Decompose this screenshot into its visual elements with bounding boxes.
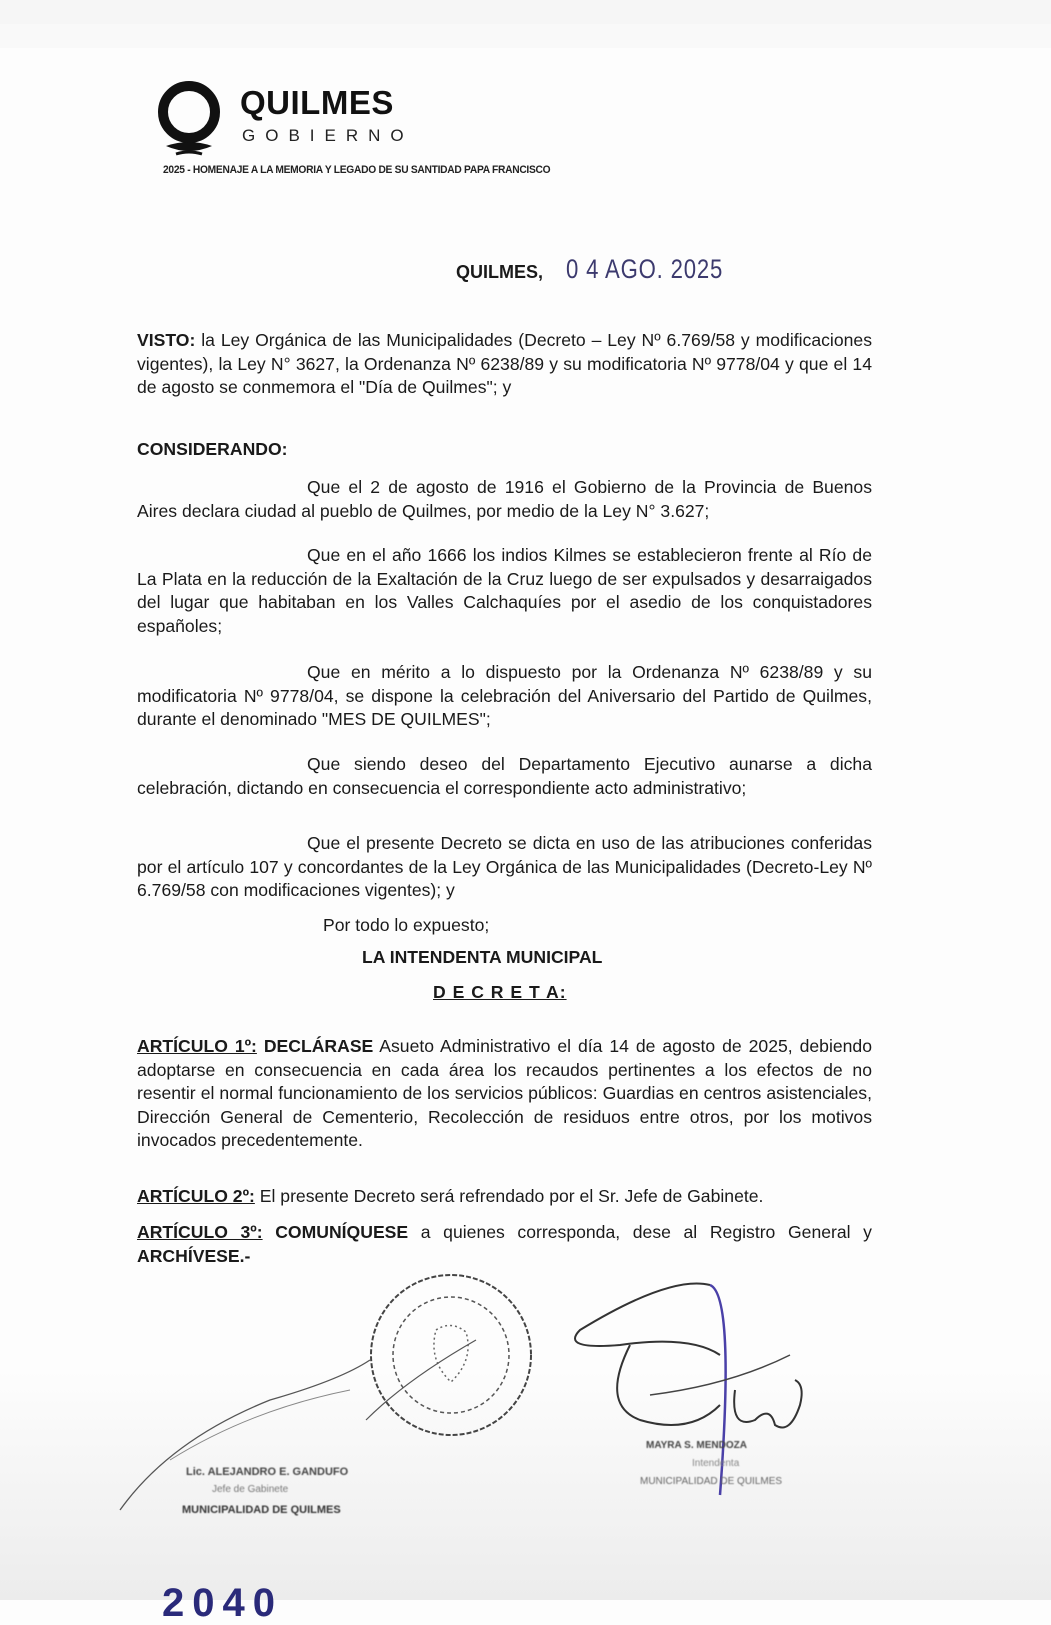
- article-label: ARTÍCULO 3º:: [137, 1222, 263, 1242]
- decreta-heading: D E C R E T A:: [433, 982, 567, 1002]
- visto-label: VISTO:: [137, 330, 196, 350]
- date-stamp: 0 4 AGO. 2025: [566, 254, 724, 284]
- considerando-text: Que en el año 1666 los indios Kilmes se establecieron frente al Río de La Plata en la reducción de la Exaltación de la Cruz luego de ser expulsados y desarraigados del lugar que habitaban en los Valles Calchaquíes por el asedio de los conquistadores españoles;: [137, 545, 872, 636]
- considerando-item: [137, 661, 872, 732]
- visto-paragraph: [137, 329, 872, 400]
- considerando-text: Que en mérito a lo dispuesto por la Ordenanza Nº 6238/89 y su modificatoria Nº 9778/04, se dispone la celebración del Aniversario del Partido de Quilmes, durante el denominado "MES DE QUILMES";: [137, 662, 872, 729]
- article-2: [137, 1185, 872, 1209]
- considerando-label: CONSIDERANDO:: [137, 439, 288, 459]
- closing-phrase: Por todo lo expuesto;: [323, 915, 490, 935]
- article-text: El presente Decreto será refrendado por el Sr. Jefe de Gabinete.: [254, 1186, 764, 1206]
- decree-number-stamp: 2040: [162, 1581, 283, 1625]
- left-signer-role: Jefe de Gabinete: [212, 1484, 289, 1495]
- considerando-text: Que el presente Decreto se dicta en uso de las atribuciones conferidas por el artículo 107 y concordantes de la Ley Orgánica de las Municipalidades (Decreto-Ley Nº 6.769/58 con modificaciones vigentes); y: [137, 833, 872, 900]
- considerando-item: [137, 544, 872, 638]
- considerando-item: [137, 476, 872, 523]
- considerando-text: Que siendo deseo del Departamento Ejecutivo aunarse a dicha celebración, dictando en consecuencia el correspondiente acto administrativo;: [137, 754, 872, 798]
- article-keyword: COMUNÍQUESE: [262, 1222, 409, 1242]
- article-keyword: ARCHÍVESE.-: [137, 1245, 251, 1266]
- right-signer-name: MAYRA S. MENDOZA: [646, 1440, 747, 1451]
- article-text: a quienes corresponda, dese al Registro General y: [408, 1222, 872, 1242]
- article-label: ARTÍCULO 2º:: [137, 1186, 255, 1206]
- date-city: QUILMES,: [456, 262, 544, 282]
- left-signer-entity: MUNICIPALIDAD DE QUILMES: [182, 1504, 341, 1516]
- right-signer-entity: MUNICIPALIDAD DE QUILMES: [640, 1476, 783, 1487]
- considerando-item: [137, 832, 872, 903]
- quilmes-q-logo-icon: [156, 80, 222, 160]
- article-keyword: DECLÁRASE: [256, 1036, 374, 1056]
- article-text: Asueto Administrativo el día 14 de agosto de 2025, debiendo adoptarse en consecuencia en cada área los recaudos pertinentes a los efectos de no resentir el normal funcionamiento de los servicios públicos: Guardias en centros asistenciales, Dirección General de Cementerio, Recolección de residuos entre otros, por los motivos invocados precedentemente.: [137, 1036, 872, 1150]
- letterhead-motto: 2025 - HOMENAJE A LA MEMORIA Y LEGADO DE SU SANTIDAD PAPA FRANCISCO: [163, 164, 551, 176]
- right-signer-role: Intendenta: [692, 1458, 740, 1469]
- left-signer-name: Lic. ALEJANDRO E. GANDUFO: [186, 1466, 349, 1478]
- letterhead-title: QUILMES: [240, 84, 394, 121]
- considerando-item: [137, 753, 872, 800]
- authority-heading: LA INTENDENTA MUNICIPAL: [362, 947, 603, 967]
- letterhead-subtitle: GOBIERNO: [242, 126, 414, 145]
- article-1: [137, 1035, 872, 1153]
- article-label: ARTÍCULO 1º:: [137, 1036, 257, 1056]
- considerando-text: Que el 2 de agosto de 1916 el Gobierno de la Provincia de Buenos Aires declara ciudad al pueblo de Quilmes, por medio de la Ley N° 3.627;: [137, 477, 872, 521]
- visto-text: la Ley Orgánica de las Municipalidades (Decreto – Ley Nº 6.769/58 y modificaciones vigentes), la Ley N° 3627, la Ordenanza Nº 6238/89 y su modificatoria Nº 9778/04 y que el 14 de agosto se conmemora el "Día de Quilmes"; y: [137, 330, 872, 397]
